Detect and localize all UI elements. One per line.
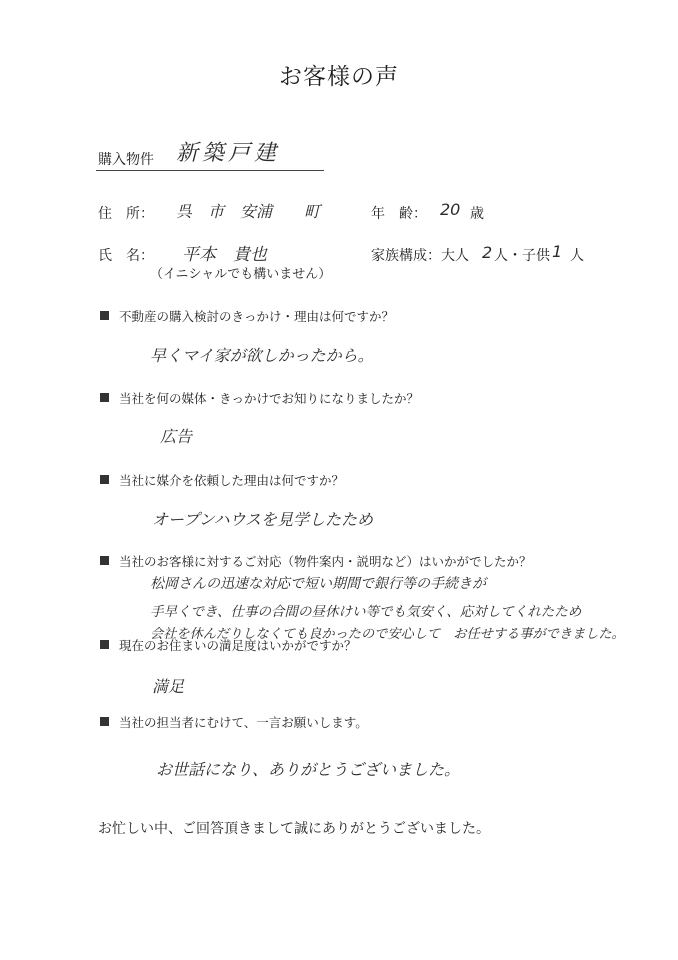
name-label: 氏 名： xyxy=(98,248,154,264)
question-1: 不動産の購入検討のきっかけ・理由は何ですか？ xyxy=(100,307,394,325)
question-6: 当社の担当者にむけて、一言お願いします。 xyxy=(100,713,368,731)
name-value: 平本 貴也 xyxy=(182,245,267,265)
question-2: 当社を何の媒体・きっかけでお知りになりましたか？ xyxy=(100,389,419,407)
age-label: 年 齢： xyxy=(371,206,427,222)
bullet-square-icon xyxy=(100,556,109,565)
family-middle: 人・子供 xyxy=(494,248,550,264)
page-title: お客様の声 xyxy=(279,64,399,90)
answer-4-line-1: 松岡さんの迅速な対応で短い期間で銀行等の手続きが xyxy=(150,576,486,592)
bullet-square-icon xyxy=(100,640,109,649)
address-value: 呉 市 安浦 町 xyxy=(176,202,321,221)
bullet-square-icon xyxy=(100,717,109,726)
question-4: 当社のお客様に対するご対応（物件案内・説明など）はいかがでしたか？ xyxy=(100,552,532,570)
answer-5: 満足 xyxy=(152,677,185,696)
property-value: 新築戸建 xyxy=(176,141,281,166)
property-label: 購入物件 xyxy=(98,152,154,168)
answer-6: お世話になり、ありがとうございました。 xyxy=(156,760,461,779)
age-value: 20 xyxy=(440,200,461,219)
answer-1: 早くマイ家が欲しかったから。 xyxy=(150,346,374,365)
bullet-square-icon xyxy=(100,475,109,484)
address-label: 住 所： xyxy=(98,206,154,222)
answer-4-line-3: 会社を休んだりしなくても良かったので安心して お任せする事ができました。 xyxy=(150,627,625,642)
question-5: 現在のお住まいの満足度はいかがですか？ xyxy=(100,636,357,654)
bullet-square-icon xyxy=(100,311,109,320)
family-label: 家族構成：大人 xyxy=(371,248,469,264)
closing-message: お忙しい中、ご回答頂きまして誠にありがとうございました。 xyxy=(98,821,490,837)
answer-4-line-2: 手早くでき、仕事の合間の昼休けい等でも気安く、応対してくれたため xyxy=(150,604,582,620)
name-note: （イニシャルでも構いません） xyxy=(150,267,332,282)
property-underline xyxy=(96,170,324,171)
family-adults: 2 xyxy=(482,243,493,262)
question-3: 当社に媒介を依頼した理由は何ですか？ xyxy=(100,471,344,489)
family-unit: 人 xyxy=(570,248,584,264)
answer-3: オープンハウスを見学したため xyxy=(152,510,373,529)
family-children: 1 xyxy=(552,242,563,261)
bullet-square-icon xyxy=(100,393,109,402)
answer-2: 広告 xyxy=(160,427,193,446)
age-unit: 歳 xyxy=(470,206,484,222)
